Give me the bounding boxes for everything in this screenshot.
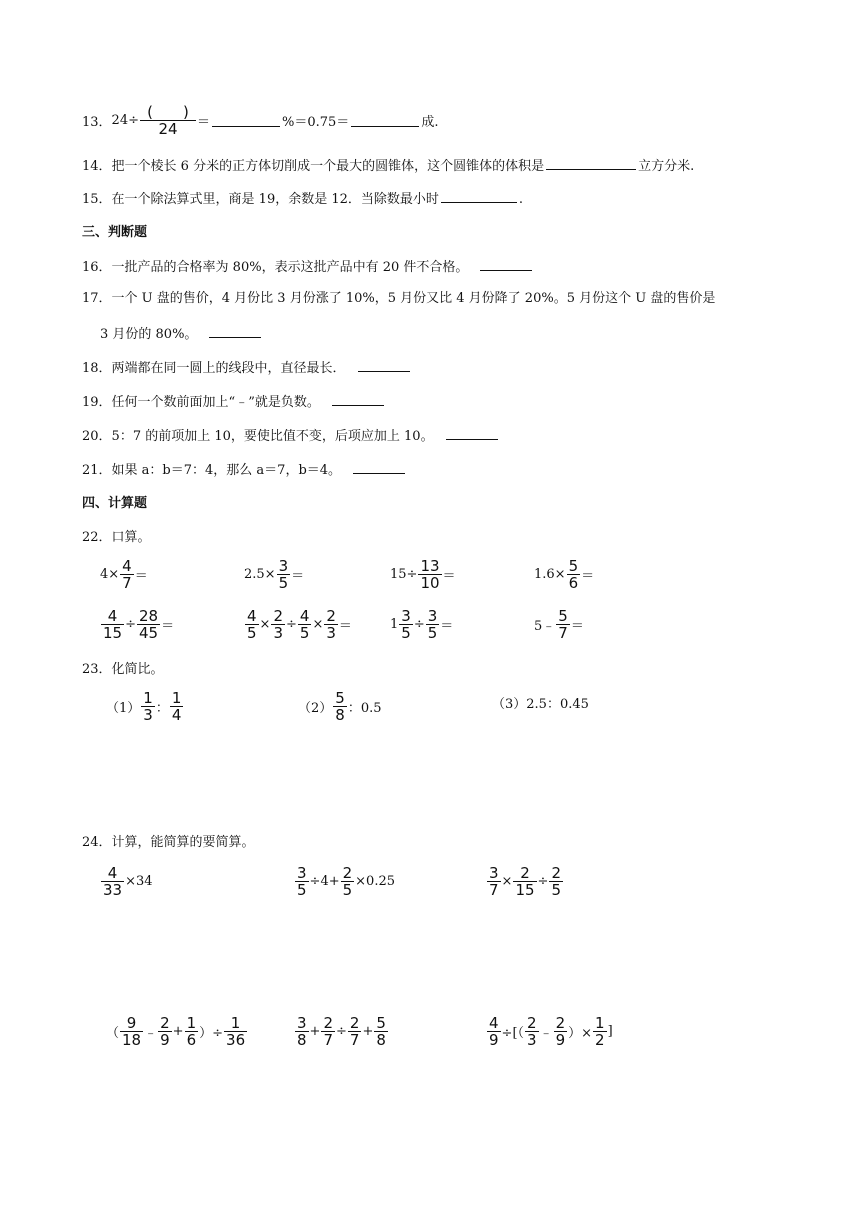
- mental-calc-1: [100, 558, 148, 591]
- ratio-1: [106, 690, 184, 723]
- text-segment: 1.6×: [534, 567, 566, 582]
- numerator: 5: [558, 607, 568, 625]
- mental-calc-6: [244, 608, 352, 641]
- fraction: [554, 1015, 568, 1048]
- numerator: 2: [551, 864, 561, 882]
- mental-calc-7: [390, 608, 453, 641]
- text-segment: ＝: [291, 569, 305, 584]
- numerator: 4: [299, 607, 310, 625]
- question-20: [82, 427, 500, 446]
- fraction: [321, 1015, 335, 1048]
- fraction: [101, 865, 124, 898]
- text-segment: 5﹣: [534, 619, 556, 634]
- denominator: 8: [297, 1031, 307, 1049]
- numerator: 2: [273, 607, 283, 625]
- text-segment: ﹣: [144, 1026, 158, 1041]
- text-segment: ×0.25: [355, 874, 395, 889]
- answer-blank[interactable]: [353, 461, 405, 474]
- text-segment: 3 月份的 80%。: [100, 327, 198, 342]
- fraction: [525, 1015, 539, 1048]
- fraction: [141, 690, 155, 723]
- text-segment: ×: [501, 874, 513, 889]
- numerator: 1: [186, 1014, 197, 1032]
- text-segment: 19．任何一个数前面加上“﹣”就是负数。: [82, 395, 320, 410]
- text-segment: ÷4+: [309, 874, 340, 889]
- fraction: [277, 558, 291, 591]
- fraction: [298, 608, 312, 641]
- text-segment: ＝: [581, 569, 595, 584]
- text-segment: 1: [390, 617, 399, 632]
- fraction: [324, 608, 338, 641]
- text-segment: ＝: [338, 619, 352, 634]
- question-13: [82, 104, 438, 137]
- denominator: 5: [299, 624, 310, 642]
- denominator: 3: [326, 624, 336, 642]
- numerator: 2: [160, 1014, 170, 1032]
- text-segment: ：0.5: [347, 701, 382, 716]
- numerator: 28: [139, 607, 159, 625]
- denominator: 7: [122, 574, 132, 592]
- text-segment: +: [362, 1024, 374, 1039]
- denominator: 3: [143, 706, 153, 724]
- answer-blank[interactable]: [351, 114, 419, 127]
- answer-blank[interactable]: [358, 359, 410, 372]
- text-segment: ×34: [125, 874, 153, 889]
- denominator: 36: [226, 1031, 246, 1049]
- calc-6: [486, 1015, 613, 1048]
- fraction: [549, 865, 563, 898]
- text-segment: 15÷: [390, 567, 418, 582]
- fraction: [170, 690, 184, 723]
- answer-blank[interactable]: [332, 393, 384, 406]
- numerator: 4: [107, 864, 118, 882]
- calc-3: [486, 865, 564, 898]
- numerator: 13: [420, 557, 440, 575]
- text-segment: +: [309, 1024, 321, 1039]
- numerator: 4: [122, 557, 132, 575]
- question-18: [82, 359, 412, 378]
- numerator: 2: [326, 607, 336, 625]
- fraction: [295, 865, 309, 898]
- mental-calc-3: [390, 558, 456, 591]
- fraction: [556, 608, 570, 641]
- denominator: 7: [349, 1031, 360, 1049]
- fraction: [487, 865, 501, 898]
- text-segment: ）÷: [199, 1026, 224, 1041]
- numerator: 5: [376, 1014, 386, 1032]
- denominator: 5: [278, 574, 289, 592]
- text-segment: ÷: [413, 617, 425, 632]
- denominator: 7: [558, 624, 568, 642]
- denominator: 8: [335, 706, 345, 724]
- answer-blank[interactable]: [441, 190, 517, 203]
- denominator: 5: [551, 881, 561, 899]
- mental-calc-8: [534, 608, 584, 641]
- numerator: 3: [297, 864, 307, 882]
- denominator: 5: [401, 624, 411, 642]
- text-segment: ÷: [537, 874, 549, 889]
- numerator: 2: [520, 864, 530, 882]
- denominator: 2: [595, 1031, 605, 1049]
- denominator: 7: [489, 881, 499, 899]
- fraction: [399, 608, 413, 641]
- text-segment: ＝: [161, 619, 175, 634]
- text-segment: ）×: [568, 1026, 593, 1041]
- text-segment: 2.5×: [244, 567, 276, 582]
- denominator: 5: [247, 624, 257, 642]
- denominator: 45: [139, 624, 159, 642]
- text-segment: ﹣: [539, 1026, 553, 1041]
- calc-1: [100, 865, 153, 898]
- text-segment: 立方分米.: [638, 159, 695, 174]
- text-segment: ]: [607, 1024, 613, 1039]
- text-segment: 16．一批产品的合格率为 80%，表示这批产品中有 20 件不合格。: [82, 260, 469, 275]
- text-segment: 4×: [100, 567, 120, 582]
- text-segment: %＝0.75＝: [282, 115, 350, 130]
- fraction: [185, 1015, 199, 1048]
- answer-blank[interactable]: [446, 427, 498, 440]
- numerator: 2: [342, 864, 353, 882]
- denominator: 15: [515, 881, 535, 899]
- numerator: 1: [171, 689, 182, 707]
- section-heading-calculation: 四、计算题: [82, 496, 148, 511]
- denominator: 5: [297, 881, 307, 899]
- denominator: 9: [160, 1031, 170, 1049]
- fraction: [140, 104, 196, 137]
- text-segment: ÷: [336, 1024, 347, 1039]
- text-segment: ：: [155, 701, 169, 716]
- text-segment: ＝: [134, 569, 148, 584]
- ratio-3: （3）2.5：0.45: [492, 697, 589, 712]
- ratio-2: [298, 690, 382, 723]
- numerator: 4: [247, 607, 257, 625]
- fraction: [374, 1015, 388, 1048]
- answer-blank[interactable]: [209, 325, 261, 338]
- numerator: 3: [278, 557, 289, 575]
- fraction: [333, 690, 347, 723]
- denominator: 5: [342, 881, 353, 899]
- text-segment: ÷[（: [501, 1026, 525, 1041]
- fraction: [593, 1015, 607, 1048]
- denominator: 3: [527, 1031, 537, 1049]
- numerator: 2: [555, 1014, 566, 1032]
- text-segment: .: [518, 192, 524, 207]
- question-17: 17．一个 U 盘的售价，4 月份比 3 月份涨了 10%，5 月份又比 4 月份降了 20%。5 月份这个 U 盘的售价是: [82, 291, 716, 306]
- denominator: 6: [568, 574, 579, 592]
- numerator: 2: [323, 1014, 333, 1032]
- fraction: [271, 608, 285, 641]
- text-segment: ÷: [286, 617, 297, 632]
- denominator: 6: [186, 1031, 197, 1049]
- denominator: 4: [171, 706, 182, 724]
- question-24: 24．计算，能简算的要简算。: [82, 835, 255, 850]
- text-segment: （1）: [106, 701, 141, 716]
- fraction: [245, 608, 259, 641]
- text-segment: ×: [259, 617, 271, 632]
- text-segment: （: [106, 1026, 120, 1041]
- fraction: [158, 1015, 172, 1048]
- fraction: [348, 1015, 362, 1048]
- denominator: 24: [140, 120, 196, 137]
- denominator: 8: [376, 1031, 386, 1049]
- fraction: [120, 558, 134, 591]
- numerator: 4: [489, 1014, 499, 1032]
- text-segment: ×: [312, 617, 324, 632]
- numerator: 3: [489, 864, 499, 882]
- text-segment: 成.: [421, 115, 439, 130]
- section-heading-judgement: 三、判断题: [82, 225, 148, 240]
- numerator: 1: [143, 689, 153, 707]
- fraction: [137, 608, 160, 641]
- question-19: [82, 393, 386, 412]
- denominator: 3: [273, 624, 283, 642]
- text-segment: 21．如果 a：b＝7：4，那么 a＝7，b＝4。: [82, 463, 342, 478]
- fraction: [426, 608, 440, 641]
- question-23: 23．化简比。: [82, 662, 164, 677]
- calc-4: [106, 1015, 248, 1048]
- calc-2: [294, 865, 395, 898]
- fraction: [513, 865, 536, 898]
- fraction: [295, 1015, 309, 1048]
- numerator: 9: [126, 1014, 137, 1032]
- denominator: 18: [122, 1031, 142, 1049]
- text-segment: ＝: [196, 115, 210, 130]
- denominator: 10: [420, 574, 440, 592]
- question-21: [82, 461, 407, 480]
- denominator: 5: [427, 624, 438, 642]
- denominator: 9: [489, 1031, 499, 1049]
- mental-calc-4: [534, 558, 594, 591]
- numerator: 5: [335, 689, 345, 707]
- answer-blank[interactable]: [212, 114, 280, 127]
- text-segment: ＝: [442, 569, 456, 584]
- text-segment: ＝: [570, 619, 584, 634]
- calc-5: [294, 1015, 389, 1048]
- text-segment: 15．在一个除法算式里，商是 19，余数是 12．当除数最小时: [82, 192, 439, 207]
- question-16: [82, 258, 534, 277]
- text-segment: （2）: [298, 701, 333, 716]
- numerator: 1: [230, 1014, 241, 1032]
- numerator: 3: [427, 607, 438, 625]
- mental-calc-2: [244, 558, 304, 591]
- numerator: ( ): [147, 103, 189, 121]
- question-14: [82, 157, 694, 176]
- answer-blank[interactable]: [546, 157, 636, 170]
- fraction: [224, 1015, 247, 1048]
- question-22: 22．口算。: [82, 530, 151, 545]
- numerator: 2: [527, 1014, 537, 1032]
- fraction: [487, 1015, 501, 1048]
- text-segment: 18．两端都在同一圆上的线段中，直径最长．: [82, 361, 346, 376]
- numerator: 1: [595, 1014, 605, 1032]
- fraction: [567, 558, 581, 591]
- denominator: 9: [555, 1031, 566, 1049]
- numerator: 4: [107, 607, 118, 625]
- text-segment: 14．把一个棱长 6 分米的正方体切削成一个最大的圆锥体，这个圆锥体的体积是: [82, 159, 545, 174]
- text-segment: 13．: [82, 115, 112, 130]
- fraction: [120, 1015, 143, 1048]
- denominator: 15: [103, 624, 123, 642]
- text-segment: ÷: [125, 617, 136, 632]
- answer-blank[interactable]: [480, 258, 532, 271]
- text-segment: +: [172, 1024, 184, 1039]
- denominator: 7: [323, 1031, 333, 1049]
- numerator: 5: [568, 557, 579, 575]
- text-segment: 20．5：7 的前项加上 10，要使比值不变，后项应加上 10。: [82, 429, 434, 444]
- fraction: [101, 608, 124, 641]
- question-17-continued: [100, 325, 263, 344]
- text-segment: 24÷: [111, 113, 139, 128]
- text-segment: ＝: [440, 619, 454, 634]
- numerator: 2: [349, 1014, 360, 1032]
- denominator: 33: [103, 881, 123, 899]
- fraction: [341, 865, 355, 898]
- mental-calc-5: [100, 608, 174, 641]
- fraction: [418, 558, 441, 591]
- numerator: 3: [401, 607, 411, 625]
- question-15: [82, 190, 523, 209]
- numerator: 3: [297, 1014, 307, 1032]
